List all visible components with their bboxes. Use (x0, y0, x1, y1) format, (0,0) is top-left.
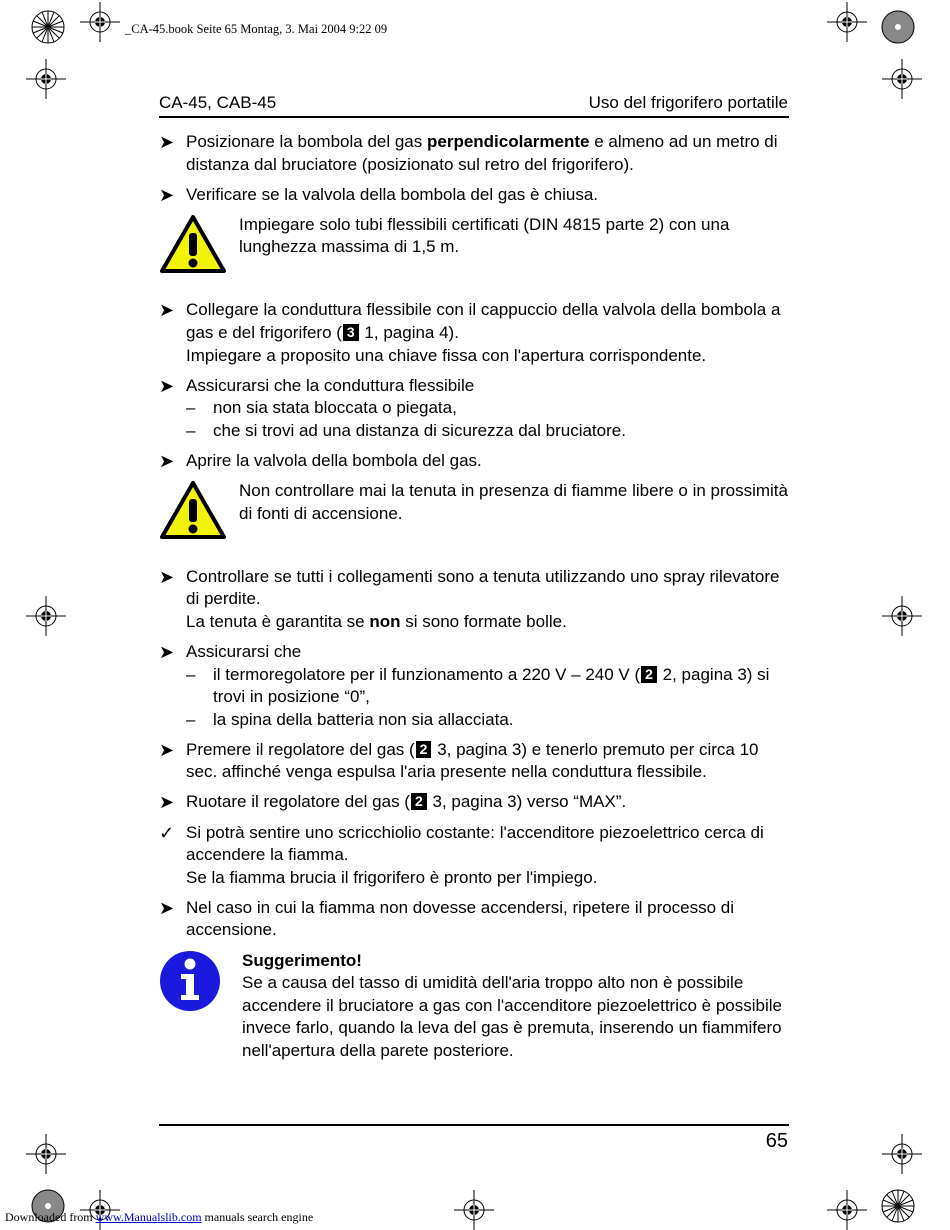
warning-triangle-icon (159, 480, 239, 547)
registration-mark-lower-right (882, 1134, 922, 1174)
header-rule (159, 116, 789, 118)
registration-mark-upper-left (26, 59, 66, 99)
registration-mark-top-left-wheel (32, 11, 64, 43)
arrow-icon: ➤ (159, 184, 175, 205)
arrow-icon: ➤ (159, 641, 175, 662)
arrow-icon: ➤ (159, 375, 175, 396)
registration-mark-upper-right (882, 59, 922, 99)
result-item: ✓ Si potrà sentire uno scricchiolio costante: l'accenditore piezoelettrico cerca di accendere la fiamma. Se la fiamma brucia il frigorifero è pronto per l'impiego. (159, 822, 791, 890)
arrow-icon: ➤ (159, 739, 175, 760)
figure-ref-badge: 2 (411, 793, 427, 810)
header-section-title: Uso del frigorifero portatile (588, 93, 788, 112)
sub-item: – la spina della batteria non sia allacciata. (186, 709, 514, 729)
instruction-item: ➤ Assicurarsi che la conduttura flessibile – non sia stata bloccata o piegata, – che si trovi ad una distanza di sicurezza dal bruciatore. (159, 375, 791, 443)
instruction-item: ➤ Aprire la valvola della bombola del gas. (159, 450, 482, 471)
instruction-item: ➤ Posizionare la bombola del gas perpendicolarmente e almeno ad un metro di distanza dal bruciatore (posizionato sul retro del frigorifero). (159, 131, 791, 176)
manualslib-link[interactable]: www.Manualslib.com (95, 1210, 202, 1224)
instruction-item: ➤ Collegare la conduttura flessibile con il cappuccio della valvola della bombola a gas e del frigorifero ( 3 1, pagina 4). Impiegare a proposito una chiave fissa con l'apertura corrispondente. (159, 299, 791, 367)
figure-ref-badge: 2 (641, 666, 657, 683)
warning-triangle-icon (159, 214, 239, 281)
sub-item: – che si trovi ad una distanza di sicurezza dal bruciatore. (186, 420, 626, 440)
figure-ref-badge: 3 (343, 324, 359, 341)
sub-item: – non sia stata bloccata o piegata, (186, 398, 457, 418)
instruction-item: ➤ Assicurarsi che – il termoregolatore per il funzionamento a 220 V – 240 V ( 2 2, pagina 3) si trovi in posizione “0”, – la spina della batteria non sia allacciata. (159, 641, 791, 731)
arrow-icon: ➤ (159, 132, 175, 152)
warning-note: Non controllare mai la tenuta in presenza di fiamme libere o in prossimità di fonti di accensione. (159, 480, 791, 547)
print-header: _CA-45.book Seite 65 Montag, 3. Mai 2004 9:22 09 (125, 22, 388, 36)
registration-mark-bottom-center (454, 1190, 494, 1230)
tip-text: Se a causa del tasso di umidità dell'aria troppo alto non è possibile accendere il bruciatore a gas con l'accenditore piezoelettrico è possibile invece farlo, quando la leva del gas è premuta, inserendo un fiammifero nell'apertura della parete posteriore. (242, 973, 782, 1060)
header-model: CA-45, CAB-45 (159, 93, 277, 112)
sub-item: – il termoregolatore per il funzionamento a 220 V – 240 V ( 2 2, pagina 3) si trovi in posizione “0”, (186, 664, 770, 707)
page-content (159, 131, 791, 1063)
instruction-item: ➤ Controllare se tutti i collegamenti sono a tenuta utilizzando uno spray rilevatore di perdite. La tenuta è garantita se non si sono formate bolle. (159, 566, 791, 634)
registration-mark-bottom-right (827, 1190, 867, 1230)
registration-mark-top-right-wheel (882, 11, 914, 43)
footer-rule (159, 1124, 789, 1126)
figure-ref-badge: 2 (416, 741, 432, 758)
registration-mark-top-left (80, 2, 120, 42)
registration-mark-bottom-right-star (882, 1190, 914, 1222)
arrow-icon: ➤ (159, 792, 175, 813)
arrow-icon: ➤ (159, 450, 175, 471)
registration-mark-mid-left (26, 596, 66, 636)
check-icon: ✓ (159, 822, 175, 843)
instruction-item: ➤ Premere il regolatore del gas ( 2 3, pagina 3) e tenerlo premuto per circa 10 sec. affinché venga espulsa l'aria presente nella conduttura flessibile. (159, 739, 791, 784)
page-number: 65 (765, 1130, 788, 1152)
warning-note: Impiegare solo tubi flessibili certificati (DIN 4815 parte 2) con una lunghezza massima di 1,5 m. (159, 214, 791, 281)
arrow-icon: ➤ (159, 300, 175, 321)
arrow-icon: ➤ (159, 566, 175, 587)
download-footer: Downloaded from www.Manualslib.com manuals search engine (5, 1210, 314, 1224)
info-icon (159, 950, 242, 1063)
registration-mark-lower-left (26, 1134, 66, 1174)
registration-mark-top-right (827, 2, 867, 42)
tip-note (159, 950, 791, 1063)
instruction-item: ➤ Ruotare il regolatore del gas ( 2 3, pagina 3) verso “MAX”. (159, 792, 627, 813)
instruction-item: ➤ Nel caso in cui la fiamma non dovesse accendersi, ripetere il processo di accensione. (159, 897, 791, 942)
arrow-icon: ➤ (159, 897, 175, 918)
tip-title: Suggerimento! (242, 950, 362, 970)
registration-mark-mid-right (882, 596, 922, 636)
instruction-item: ➤ Verificare se la valvola della bombola del gas è chiusa. (159, 184, 599, 205)
